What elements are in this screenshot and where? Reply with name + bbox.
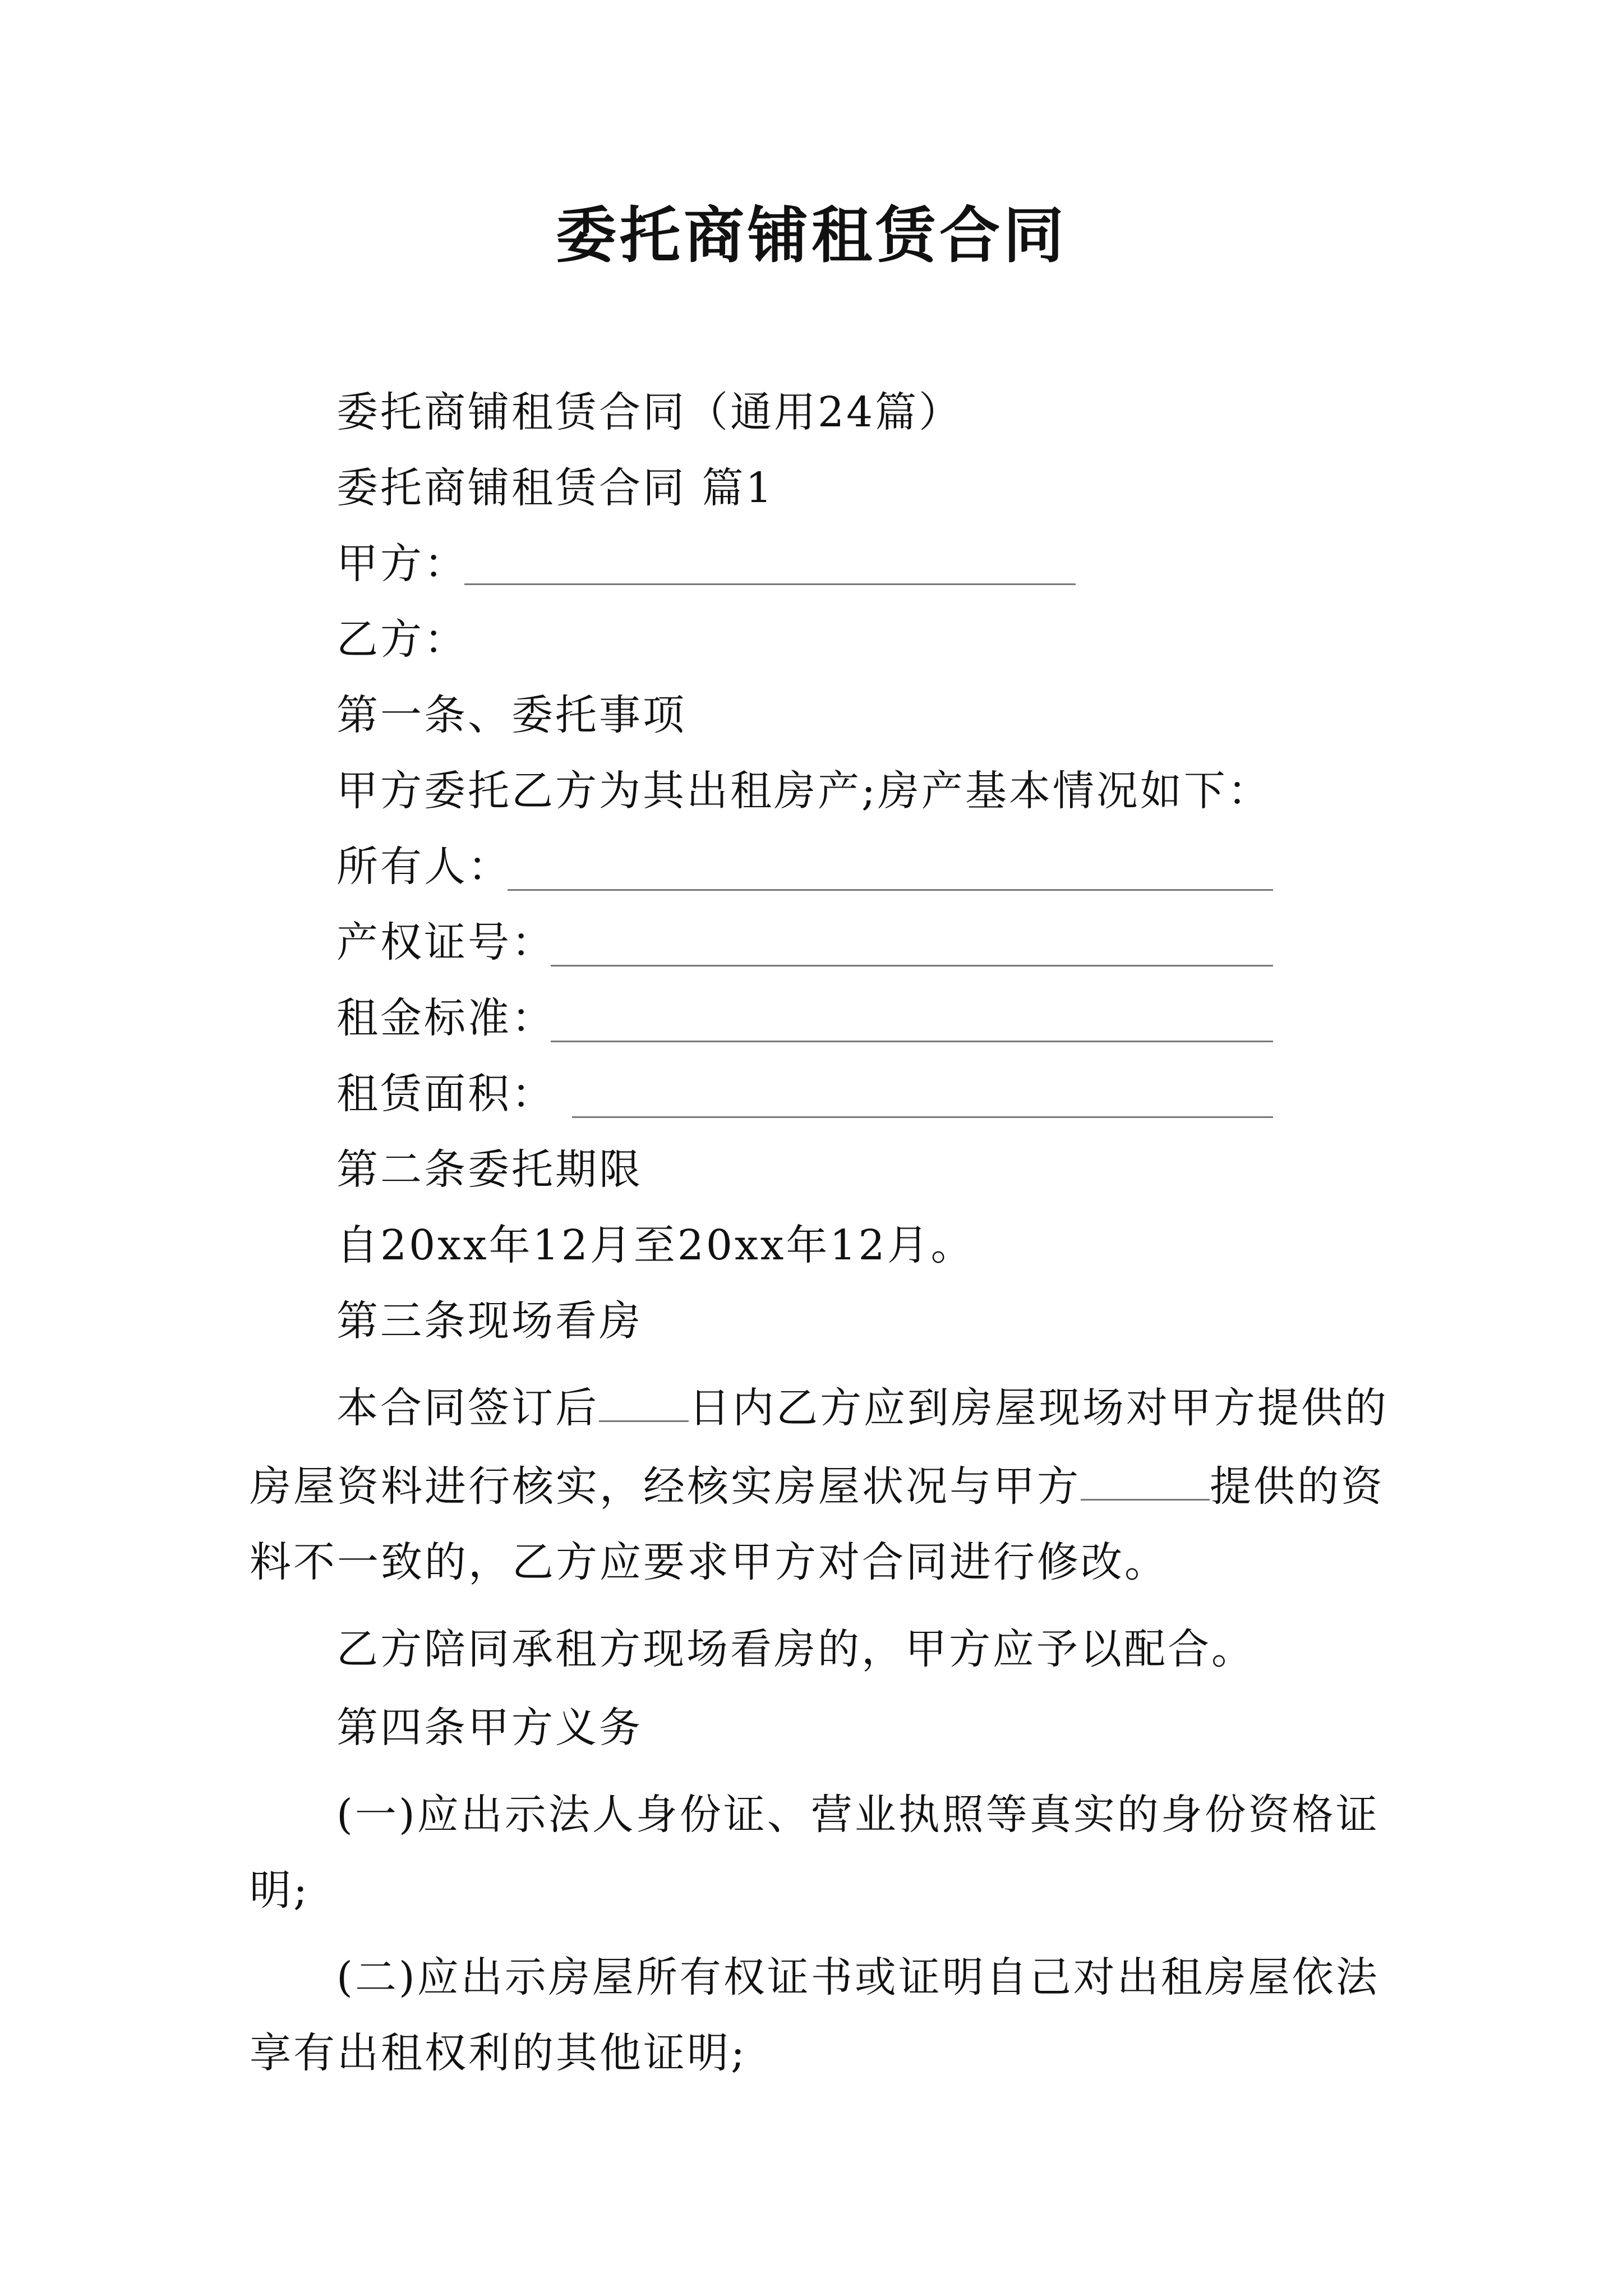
article3-p1-part-a: 本合同签订后 — [336, 1384, 599, 1432]
article4-item2-line1: (二)应出示房屋所有权证书或证明自己对出租房屋依法 — [336, 1953, 1380, 2001]
party-b-label: 乙方： — [336, 615, 468, 664]
section-heading: 委托商铺租赁合同 篇1 — [336, 464, 774, 512]
article4-item1-line2: 明; — [250, 1866, 310, 1915]
article1-heading: 第一条、委托事项 — [336, 691, 686, 739]
article4-item2-line2: 享有出租权利的其他证明; — [250, 2029, 747, 2077]
article1-text: 甲方委托乙方为其出租房产;房产基本情况如下： — [336, 767, 1271, 815]
document-title: 委托商铺租赁合同 — [555, 200, 1067, 271]
document-subtitle: 委托商铺租赁合同（通用24篇） — [336, 388, 963, 436]
owner-label: 所有人： — [336, 843, 511, 891]
article3-party-blank[interactable] — [1081, 1460, 1210, 1501]
article2-heading: 第二条委托期限 — [336, 1145, 643, 1194]
rent-field[interactable] — [551, 1041, 1273, 1042]
rent-label: 租金标准： — [336, 994, 555, 1042]
cert-label: 产权证号： — [336, 918, 555, 967]
article4-heading: 第四条甲方义务 — [336, 1704, 643, 1752]
article3-paragraph2: 乙方陪同承租方现场看房的，甲方应予以配合。 — [336, 1625, 1255, 1673]
article3-p1-part-c: 房屋资料进行核实，经核实房屋状况与甲方 — [250, 1462, 1081, 1511]
article3-days-blank[interactable] — [599, 1381, 689, 1422]
article4-item1-line1: (一)应出示法人身份证、营业执照等真实的身份资格证 — [336, 1791, 1380, 1839]
party-a-label: 甲方： — [336, 540, 468, 588]
cert-number-field[interactable] — [551, 965, 1273, 967]
owner-field[interactable] — [508, 889, 1273, 891]
article3-paragraph1-line3: 料不一致的，乙方应要求甲方对合同进行修改。 — [250, 1538, 1168, 1586]
article3-p1-part-b: 日内乙方应到房屋现场对甲方提供的 — [689, 1384, 1389, 1432]
article3-paragraph1-line1 — [336, 1380, 1389, 1436]
party-a-field[interactable] — [464, 583, 1076, 585]
area-label: 租赁面积： — [336, 1070, 555, 1118]
article3-heading: 第三条现场看房 — [336, 1297, 643, 1345]
article3-paragraph1-line2 — [250, 1458, 1385, 1515]
area-field[interactable] — [572, 1116, 1273, 1118]
article2-text: 自20xx年12月至20xx年12月。 — [336, 1221, 975, 1269]
article3-p1-part-d: 提供的资 — [1210, 1462, 1385, 1511]
